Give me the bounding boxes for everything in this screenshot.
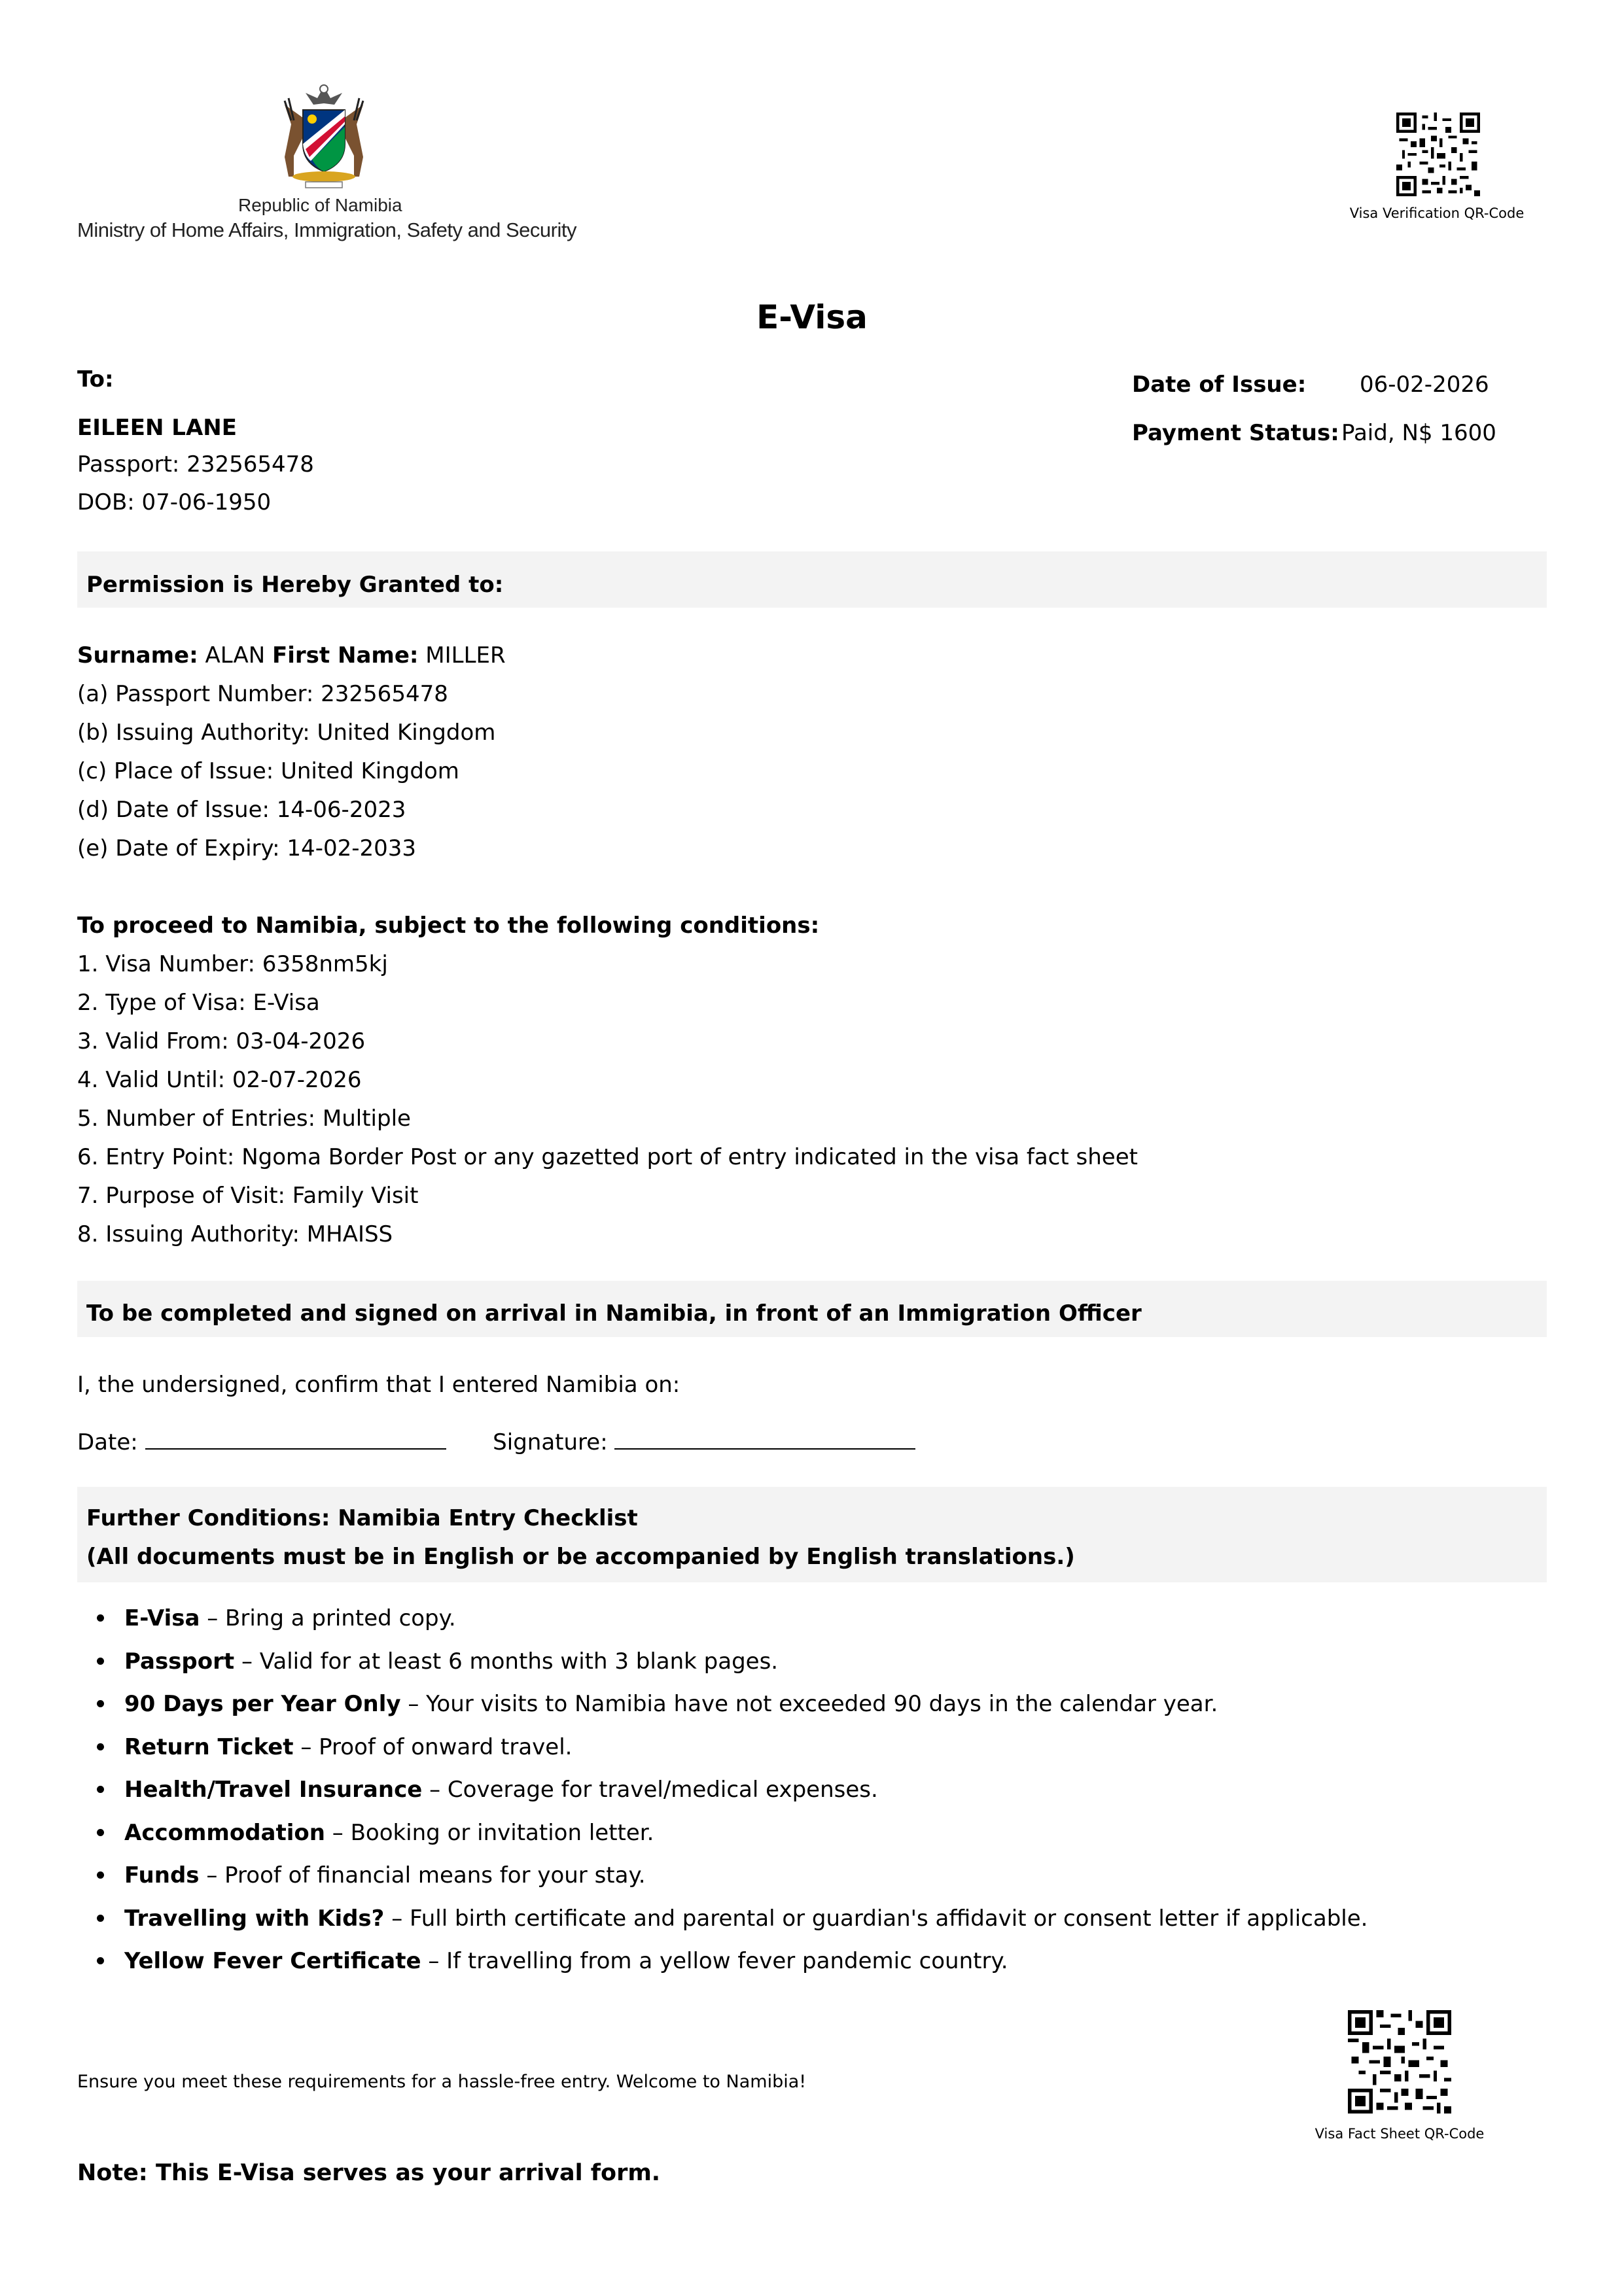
condition-item: 4. Valid Until: 02-07-2026 (77, 1067, 362, 1093)
condition-item: 5. Number of Entries: Multiple (77, 1105, 411, 1132)
list-item (77, 1817, 1368, 1860)
first-name-value: MILLER (425, 642, 506, 669)
checklist-item-text: – Proof of financial means for your stay. (199, 1862, 646, 1888)
list-item (77, 1860, 1368, 1903)
arrival-signature-label: Signature: (493, 1429, 608, 1455)
list-item (77, 1774, 1368, 1817)
surname-value: ALAN (205, 642, 266, 669)
checklist-item-text: – Your visits to Namibia have not exceeded 90 days in the calendar year. (400, 1691, 1218, 1717)
coat-of-arms-icon (265, 78, 383, 193)
conditions-heading: To proceed to Namibia, subject to the following conditions: (77, 913, 820, 939)
checklist-item-text: – Valid for at least 6 months with 3 blank pages. (234, 1648, 779, 1675)
condition-item: 8. Issuing Authority: MHAISS (77, 1221, 393, 1247)
checklist-item-text: – If travelling from a yellow fever pandemic country. (421, 1948, 1008, 1974)
condition-item: 3. Valid From: 03-04-2026 (77, 1028, 366, 1054)
list-item (77, 1688, 1368, 1731)
permission-heading: Permission is Hereby Granted to: (86, 572, 504, 598)
arrival-heading: To be completed and signed on arrival in Namibia, in front of an Immigration Officer (86, 1300, 1142, 1327)
checklist-item-title: Health/Travel Insurance (124, 1777, 423, 1803)
arrival-date-blank[interactable] (145, 1426, 446, 1450)
checklist-item-text: – Bring a printed copy. (200, 1605, 456, 1631)
checklist-item-title: Yellow Fever Certificate (124, 1948, 421, 1974)
checklist-list (77, 1603, 1368, 1989)
arrival-confirm-text: I, the undersigned, confirm that I entered Namibia on: (77, 1372, 680, 1398)
condition-item: 1. Visa Number: 6358nm5kj (77, 951, 388, 977)
arrival-form-note: Note: This E-Visa serves as your arrival form. (77, 2160, 661, 2186)
checklist-item-text: – Proof of onward travel. (293, 1733, 573, 1760)
country-name: Republic of Namibia (238, 195, 402, 215)
arrival-signature-blank[interactable] (614, 1426, 915, 1450)
date-of-issue-value: 06-02-2026 (1360, 372, 1489, 398)
checklist-item-title: Funds (124, 1862, 200, 1888)
condition-item: 2. Type of Visa: E-Visa (77, 990, 320, 1016)
checklist-item-title: 90 Days per Year Only (124, 1691, 401, 1717)
first-name-label: First Name: (272, 642, 419, 669)
recipient-name: EILEEN LANE (77, 415, 237, 441)
to-label: To: (77, 366, 114, 392)
checklist-item-text: – Full birth certificate and parental or guardian's affidavit or consent letter if applicable. (384, 1905, 1368, 1932)
date-of-issue-label: Date of Issue: (1132, 372, 1307, 398)
ministry-name: Ministry of Home Affairs, Immigration, Safety and Security (77, 218, 576, 241)
checklist-item-title: Passport (124, 1648, 235, 1675)
qr-code-icon (1396, 113, 1480, 196)
surname-label: Surname: (77, 642, 198, 669)
recipient-passport: Passport: 232565478 (77, 451, 314, 478)
condition-item: 7. Purpose of Visit: Family Visit (77, 1183, 419, 1209)
permission-line: (e) Date of Expiry: 14-02-2033 (77, 835, 417, 861)
checklist-heading: Further Conditions: Namibia Entry Checklist (86, 1505, 638, 1531)
list-item (77, 1945, 1368, 1989)
checklist-item-title: E-Visa (124, 1605, 200, 1631)
checklist-item-title: Accommodation (124, 1819, 325, 1846)
payment-status-value: Paid, N$ 1600 (1341, 420, 1496, 446)
payment-status-label: Payment Status: (1132, 420, 1339, 446)
permission-line: (b) Issuing Authority: United Kingdom (77, 720, 496, 746)
qr-verification-caption: Visa Verification QR-Code (1349, 205, 1525, 221)
list-item (77, 1903, 1368, 1946)
arrival-date-label: Date: (77, 1429, 138, 1455)
checklist-item-text: – Coverage for travel/medical expenses. (422, 1777, 878, 1803)
page-title: E-Visa (756, 298, 868, 336)
permission-line: (c) Place of Issue: United Kingdom (77, 758, 459, 784)
list-item (77, 1603, 1368, 1646)
ensure-requirements-text: Ensure you meet these requirements for a hassle-free entry. Welcome to Namibia! (77, 2072, 807, 2092)
permission-line: (a) Passport Number: 232565478 (77, 681, 448, 707)
permission-line: (d) Date of Issue: 14-06-2023 (77, 797, 406, 823)
checklist-item-title: Travelling with Kids? (124, 1905, 385, 1932)
list-item (77, 1646, 1368, 1689)
recipient-dob: DOB: 07-06-1950 (77, 489, 272, 515)
checklist-subheading: (All documents must be in English or be accompanied by English translations.) (86, 1544, 1075, 1570)
condition-item: 6. Entry Point: Ngoma Border Post or any gazetted port of entry indicated in the visa fact sheet (77, 1144, 1138, 1170)
checklist-item-text: – Booking or invitation letter. (325, 1819, 654, 1846)
list-item (77, 1731, 1368, 1775)
checklist-item-title: Return Ticket (124, 1733, 294, 1760)
qr-fact-sheet-caption: Visa Fact Sheet QR-Code (1315, 2126, 1485, 2142)
arrival-date-signature-row (77, 1426, 915, 1455)
qr-code-icon (1348, 2010, 1451, 2113)
name-line (77, 642, 506, 669)
